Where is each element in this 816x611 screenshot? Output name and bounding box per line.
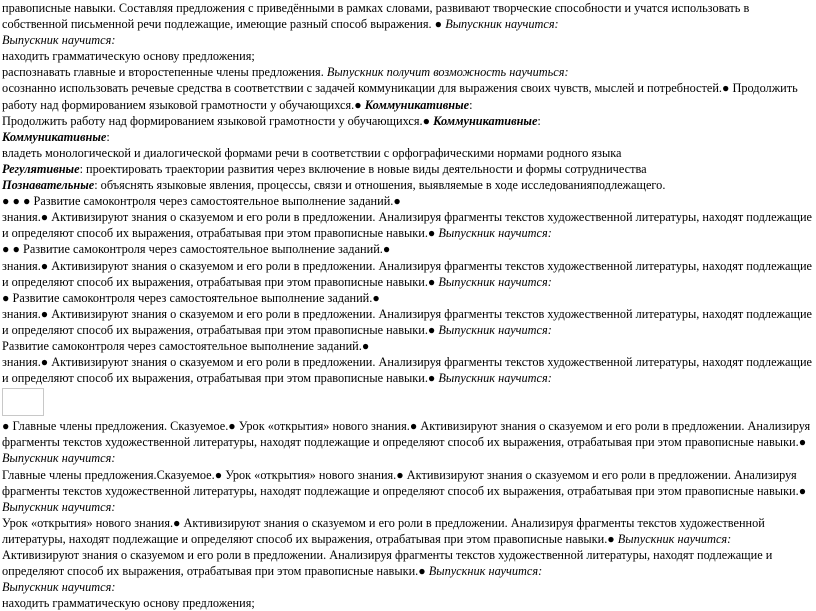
italic-text: Выпускник научится: bbox=[438, 226, 552, 241]
bold-italic-text: Коммуникативные bbox=[433, 113, 538, 128]
paragraph-7 bbox=[0, 129, 816, 145]
italic-text: Выпускник получит возможность научиться: bbox=[326, 65, 569, 80]
text: Урок «открытия» нового знания.● Активизируют знания о сказуемом и его роли в предложении. Анализируя фрагменты текстов художественной литературы, находят подлежащие и определяют способ их выражения, отрабатывая при этом правописные навыки.● bbox=[2, 515, 765, 546]
bold-italic-text: Коммуникативные bbox=[364, 97, 470, 112]
paragraph-5 bbox=[0, 80, 816, 112]
text: знания.● Активизируют знания о сказуемом и его роли в предложении. Анализируя фрагменты текстов художественной литературы, находят подлежащие и определяют способ их выражения, отрабатывая при этом правописные навыки.● bbox=[2, 258, 812, 289]
paragraph-18 bbox=[0, 354, 816, 386]
text: : bbox=[469, 97, 473, 112]
bold-italic-text: Коммуникативные bbox=[2, 129, 107, 144]
paragraph-6 bbox=[0, 113, 816, 129]
empty-frame bbox=[2, 388, 44, 416]
italic-text: Выпускник научится: bbox=[2, 499, 116, 514]
paragraph-19 bbox=[0, 418, 816, 466]
paragraph-17: Развитие самоконтроля через самостоятельное выполнение заданий.● bbox=[2, 338, 370, 353]
text: знания.● Активизируют знания о сказуемом и его роли в предложении. Анализируя фрагменты текстов художественной литературы, находят подлежащие и определяют способ их выражения, отрабатывая при этом правописные навыки.● bbox=[2, 210, 812, 241]
paragraph-13: ● ● Развитие самоконтроля через самостоятельное выполнение заданий.● bbox=[2, 242, 391, 257]
text: Продолжить работу над формированием языковой грамотности у обучающихся.● bbox=[2, 113, 434, 128]
italic-text: Выпускник научится: bbox=[617, 531, 732, 546]
text: Главные члены предложения.Сказуемое.● Урок «открытия» нового знания.● Активизируют знания о сказуемом и его роли в предложении. Анализируя фрагменты текстов художественной литературы, находят подлежащие и определяют способ их выражения, отрабатывая при этом правописные навыки.● bbox=[2, 467, 807, 498]
text: : bbox=[537, 113, 541, 128]
paragraph-10 bbox=[0, 177, 816, 193]
text: : bbox=[106, 129, 110, 144]
text: знания.● Активизируют знания о сказуемом и его роли в предложении. Анализируя фрагменты текстов художественной литературы, находят подлежащие и определяют способ их выражения, отрабатывая при этом правописные навыки.● bbox=[2, 306, 812, 337]
paragraph-12 bbox=[0, 209, 816, 241]
paragraph-20 bbox=[0, 467, 816, 515]
paragraph-24: находить грамматическую основу предложения; bbox=[2, 596, 255, 611]
text: : проектировать траектории развития через включение в новые виды деятельности и формы сотрудничества bbox=[79, 161, 647, 176]
bold-italic-text: Регулятивные bbox=[2, 161, 80, 176]
paragraph-16 bbox=[0, 306, 816, 338]
paragraph-15: ● Развитие самоконтроля через самостоятельное выполнение заданий.● bbox=[2, 290, 380, 305]
italic-text: Выпускник научится: bbox=[438, 371, 552, 386]
paragraph-22 bbox=[0, 547, 816, 579]
italic-text: Выпускник научится: bbox=[445, 17, 559, 32]
text: Активизируют знания о сказуемом и его роли в предложении. Анализируя фрагменты текстов художественной литературы, находят подлежащие и определяют способ их выражения, отрабатывая при этом правописные навыки.● bbox=[2, 548, 773, 579]
paragraph-9 bbox=[0, 161, 816, 177]
italic-text: Выпускник научится: bbox=[438, 274, 552, 289]
paragraph-11: ● ● ● Развитие самоконтроля через самостоятельное выполнение заданий.● bbox=[2, 194, 401, 209]
paragraph-21 bbox=[0, 515, 816, 547]
text: распознавать главные и второстепенные члены предложения. bbox=[2, 65, 327, 80]
italic-text: Выпускник научится: bbox=[428, 564, 543, 579]
text: правописные навыки. Составляя предложения с приведёнными в рамках словами, развивают творческие способности и учатся использовать в собственной письменной речи подлежащие, имеющие разный способ выражения. ● bbox=[2, 1, 750, 32]
paragraph-3: находить грамматическую основу предложения; bbox=[2, 49, 255, 64]
paragraph-14 bbox=[0, 258, 816, 290]
text: знания.● Активизируют знания о сказуемом и его роли в предложении. Анализируя фрагменты текстов художественной литературы, находят подлежащие и определяют способ их выражения, отрабатывая при этом правописные навыки.● bbox=[2, 355, 812, 386]
paragraph-2: Выпускник научится: bbox=[2, 33, 116, 48]
paragraph-8: владеть монологической и диалогической формами речи в соответствии с орфографическими нормами родного языка bbox=[2, 145, 622, 160]
text: осознанно использовать речевые средства в соответствии с задачей коммуникации для выражения своих чувств, мыслей и потребностей.● Продолжить работу над формированием языковой грамотности у обучающихся.● bbox=[2, 81, 798, 112]
bold-italic-text: Познавательные bbox=[2, 178, 95, 193]
paragraph-23: Выпускник научится: bbox=[2, 580, 116, 595]
paragraph-4 bbox=[0, 64, 816, 80]
text: ● Главные члены предложения. Сказуемое.● Урок «открытия» нового знания.● Активизируют знания о сказуемом и его роли в предложении. Анализируя фрагменты текстов художественной литературы, находят подлежащие и определяют способ их выражения, отрабатывая при этом правописные навыки.● bbox=[2, 419, 811, 450]
text: : объяснять языковые явления, процессы, связи и отношения, выявляемые в ходе исследованияподлежащего. bbox=[94, 178, 666, 193]
italic-text: Выпускник научится: bbox=[438, 322, 552, 337]
italic-text: Выпускник научится: bbox=[2, 451, 116, 466]
paragraph-1 bbox=[0, 0, 816, 32]
